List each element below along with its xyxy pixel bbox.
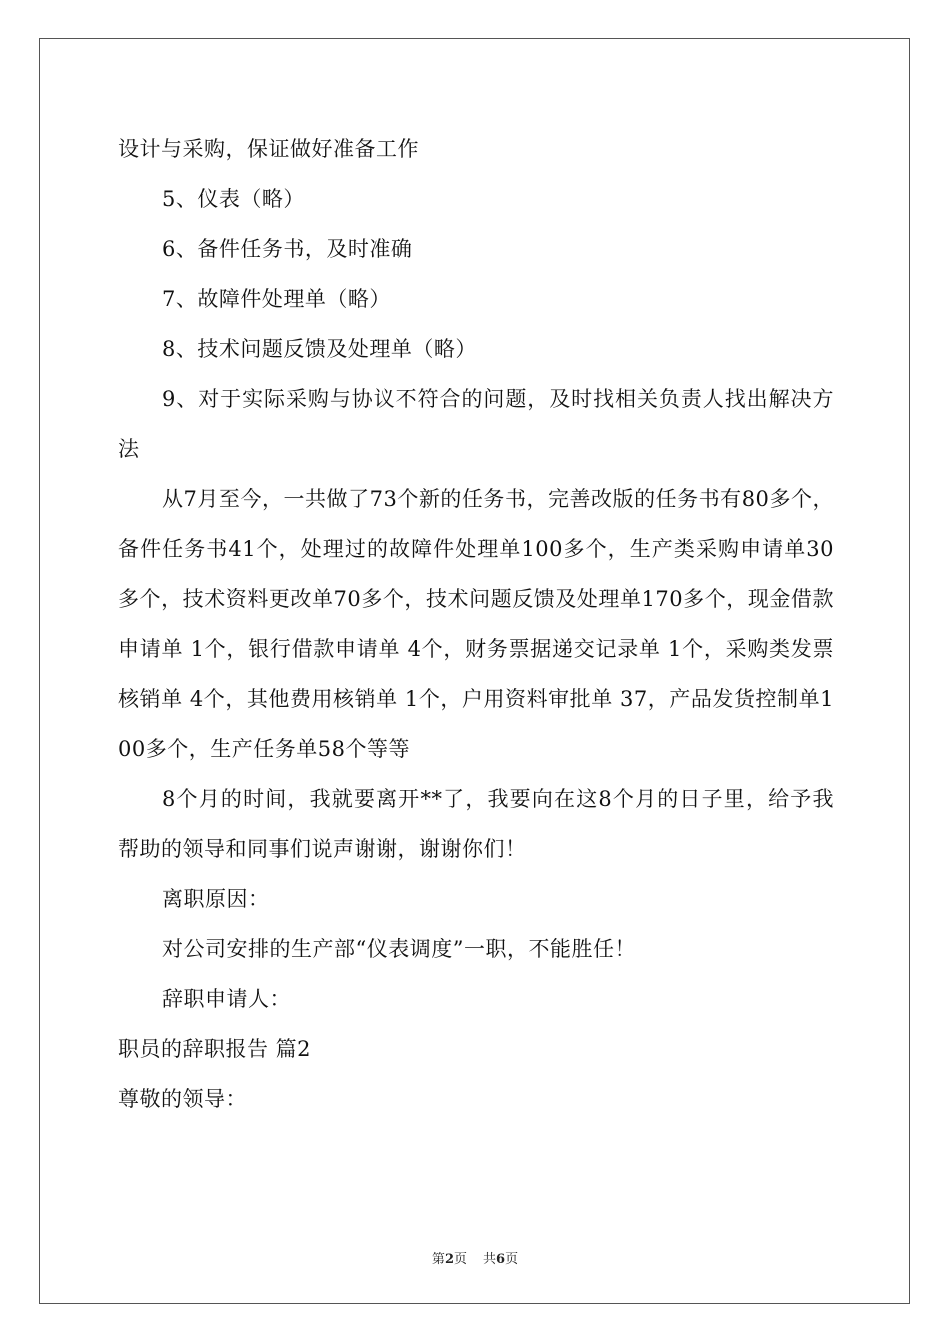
total-suffix: 页 bbox=[505, 1252, 519, 1267]
paragraph-1: 设计与采购，保证做好准备工作 bbox=[118, 137, 419, 161]
salutation: 尊敬的领导： bbox=[118, 1087, 247, 1111]
paragraph-10: 对公司安排的生产部“仪表调度”一职，不能胜任！ bbox=[162, 937, 636, 961]
paragraph-8: 8个月的时间，我就要离开**了，我要向在这8个月的日子里，给予我帮助的领导和同事们说声谢谢，谢谢你们！ bbox=[118, 787, 834, 861]
paragraph-4: 7、故障件处理单（略） bbox=[162, 287, 391, 311]
paragraph-9: 离职原因： bbox=[162, 887, 270, 911]
document-body bbox=[118, 124, 834, 1124]
page-suffix: 页 bbox=[453, 1252, 467, 1267]
page-current: 2 bbox=[444, 1252, 454, 1267]
paragraph-6: 9、对于实际采购与协议不符合的问题，及时找相关负责人找出解决方法 bbox=[118, 387, 834, 461]
paragraph-7: 从7月至今，一共做了73个新的任务书，完善改版的任务书有80多个，备件任务书41个，处理过的故障件处理单100多个，生产类采购申请单30多个，技术资料更改单70多个，技术问题反馈及处理单170多个，现金借款申请单 1个，银行借款申请单 4个，财务票据递交记录单 1个，采购类发票核销单 4个，其他费用核销单 1个，户用资料审批单 37，产品发货控制单100多个，生产任务单58个等等 bbox=[118, 487, 834, 761]
paragraph-11: 辞职申请人： bbox=[162, 987, 291, 1011]
page-prefix: 第 bbox=[431, 1252, 445, 1267]
section-heading: 职员的辞职报告 篇2 bbox=[118, 1037, 312, 1061]
paragraph-3: 6、备件任务书，及时准确 bbox=[162, 237, 413, 261]
page-footer bbox=[0, 1248, 950, 1267]
paragraph-5: 8、技术问题反馈及处理单（略） bbox=[162, 337, 477, 361]
paragraph-2: 5、仪表（略） bbox=[162, 187, 305, 211]
page-total: 6 bbox=[496, 1252, 506, 1267]
total-prefix: 共 bbox=[483, 1252, 497, 1267]
